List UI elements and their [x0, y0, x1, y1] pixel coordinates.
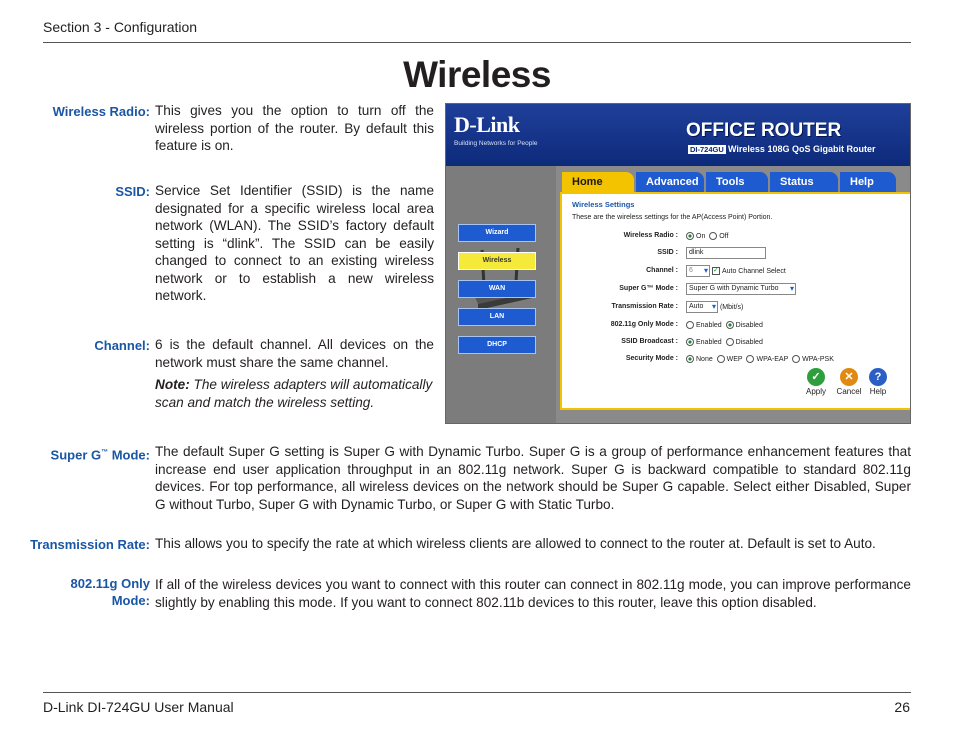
- superg-label: Super G™ Mode :: [619, 285, 678, 292]
- channel-select[interactable]: 6 ▾: [686, 265, 710, 277]
- help-question-icon: ?: [869, 368, 887, 386]
- panel-description: These are the wireless settings for the AP(Access Point) Portion.: [572, 214, 773, 221]
- radio-on[interactable]: [686, 232, 694, 240]
- term-g-only-line1: 802.11g Only: [70, 576, 150, 591]
- help-label: Help: [869, 387, 887, 396]
- sidebar: [446, 166, 556, 424]
- router-banner: [446, 104, 911, 166]
- term-wireless-radio: Wireless Radio:: [52, 104, 150, 119]
- gonly-label: 802.11g Only Mode :: [610, 321, 678, 328]
- gonly-enabled-radio[interactable]: [686, 321, 694, 329]
- sidebar-item-wan[interactable]: WAN: [458, 280, 536, 298]
- ssid-label: SSID :: [657, 249, 678, 256]
- trademark-mark: ™: [101, 449, 109, 456]
- desc-g-only-mode: If all of the wireless devices you want to connect with this router can connect in 802.11g mode, you can improve performance slightly by enabling this mode. If you want to connect 802.11b devices to this router, leave this option disabled.: [155, 577, 911, 610]
- header-rule: [43, 42, 911, 43]
- cancel-button[interactable]: [832, 368, 866, 396]
- footer-rule: [43, 692, 911, 693]
- term-super-g-suffix: Mode:: [108, 447, 150, 463]
- security-options: [686, 355, 834, 363]
- sidebar-item-wizard[interactable]: Wizard: [458, 224, 536, 242]
- term-super-g: [51, 444, 150, 463]
- sidebar-item-lan[interactable]: LAN: [458, 308, 536, 326]
- section-header: Section 3 - Configuration: [43, 19, 198, 35]
- sidebar-item-dhcp[interactable]: DHCP: [458, 336, 536, 354]
- term-channel: Channel:: [94, 338, 150, 353]
- product-title: OFFICE ROUTER: [686, 120, 842, 141]
- tab-home[interactable]: Home: [562, 172, 634, 192]
- radio-off[interactable]: [709, 232, 717, 240]
- bcast-label: SSID Broadcast :: [621, 338, 678, 345]
- bcast-enabled-label: Enabled: [696, 338, 722, 346]
- bcast-disabled-label: Disabled: [735, 338, 763, 346]
- sidebar-item-wireless[interactable]: Wireless: [458, 252, 536, 270]
- term-super-g-name: Super G: [50, 447, 102, 463]
- rate-label: Transmission Rate :: [611, 303, 678, 310]
- security-label: Security Mode :: [625, 355, 678, 362]
- bcast-enabled-radio[interactable]: [686, 338, 694, 346]
- sec-wep-radio[interactable]: [717, 355, 725, 363]
- note-channel: [155, 376, 440, 411]
- sec-wpaeap-label: WPA-EAP: [756, 355, 789, 363]
- term-g-only-line2: Mode:: [111, 593, 150, 608]
- rate-select[interactable]: Auto ▾: [686, 301, 718, 313]
- page-number: 26: [894, 699, 910, 715]
- tab-status[interactable]: Status: [770, 172, 838, 192]
- sec-wpapsk-radio[interactable]: [792, 355, 800, 363]
- desc-channel: 6 is the default channel. All devices on the network must share the same channel.: [155, 337, 434, 370]
- bcast-options: [686, 338, 763, 346]
- tab-tools[interactable]: Tools: [706, 172, 768, 192]
- rate-field-wrap: [686, 301, 743, 313]
- channel-field-wrap: [686, 265, 786, 277]
- note-label: Note:: [155, 377, 190, 392]
- term-ssid: SSID:: [115, 184, 150, 199]
- radio-on-label: On: [696, 232, 706, 240]
- dlink-logo: D-Link: [454, 112, 520, 137]
- footer-manual-title: D-Link DI-724GU User Manual: [43, 699, 234, 715]
- note-text: The wireless adapters will automatically scan and match the wireless setting.: [155, 377, 433, 410]
- sec-wpaeap-radio[interactable]: [746, 355, 754, 363]
- sec-none-label: None: [696, 355, 713, 363]
- auto-channel-label: Auto Channel Select: [721, 267, 786, 275]
- cancel-x-icon: ✕: [840, 368, 858, 386]
- superg-select[interactable]: Super G with Dynamic Turbo ▾: [686, 283, 796, 295]
- ssid-field-wrap: [686, 247, 766, 259]
- ssid-input[interactable]: dlink: [686, 247, 766, 259]
- cancel-label: Cancel: [836, 387, 862, 396]
- term-transmission-rate: Transmission Rate:: [30, 537, 150, 552]
- gonly-disabled-label: Disabled: [735, 321, 763, 329]
- apply-button[interactable]: [800, 368, 832, 396]
- desc-wireless-radio: This gives you the option to turn off the wireless portion of the router. By default this feature is on.: [155, 103, 434, 153]
- radio-off-label: Off: [719, 232, 729, 240]
- rate-unit: (Mbit/s): [719, 303, 744, 311]
- gonly-options: [686, 321, 763, 329]
- desc-transmission-rate: This allows you to specify the rate at which wireless clients are allowed to connect to the router at. Default is set to Auto.: [155, 536, 876, 551]
- tab-help[interactable]: Help: [840, 172, 896, 192]
- desc-ssid: Service Set Identifier (SSID) is the name designated for a specific wireless local area network (WLAN). The SSID’s factory default setting is “dlink”. The SSID can be easily changed to connect to an existing wireless network or to establish a new wireless network.: [155, 183, 434, 303]
- wireless-radio-options: [686, 232, 728, 240]
- gonly-enabled-label: Enabled: [696, 321, 722, 329]
- product-subtitle: Wireless 108G QoS Gigabit Router: [728, 144, 876, 154]
- superg-field-wrap: [686, 283, 796, 295]
- dlink-tagline: Building Networks for People: [454, 140, 538, 147]
- apply-check-icon: ✓: [807, 368, 825, 386]
- sec-wep-label: WEP: [726, 355, 743, 363]
- channel-label: Channel :: [646, 267, 678, 274]
- auto-channel-checkbox[interactable]: ✓: [713, 267, 719, 274]
- help-button[interactable]: [864, 368, 892, 396]
- gonly-disabled-radio[interactable]: [726, 321, 734, 329]
- term-g-only-mode: [71, 575, 151, 609]
- page-title: Wireless: [403, 54, 551, 95]
- sec-wpapsk-label: WPA-PSK: [802, 355, 834, 363]
- sec-none-radio[interactable]: [686, 355, 694, 363]
- model-badge: DI-724GU: [690, 145, 724, 154]
- panel-title: Wireless Settings: [572, 200, 635, 209]
- bcast-disabled-radio[interactable]: [726, 338, 734, 346]
- router-screenshot: [445, 103, 911, 424]
- desc-super-g: The default Super G setting is Super G with Dynamic Turbo. Super G is a group of performance enhancement features that increase end user application throughput in an 802.11g network. Super G is backward compatible to standard 802.11g devices. For top performance, all wireless devices on the network should be Super G capable. Select either Disabled, Super G without Turbo, Super G with Dynamic Turbo, or Super G with Static Turbo.: [155, 444, 911, 512]
- apply-label: Apply: [805, 387, 826, 396]
- tab-advanced[interactable]: Advanced: [636, 172, 704, 192]
- wireless-radio-label: Wireless Radio :: [623, 232, 678, 239]
